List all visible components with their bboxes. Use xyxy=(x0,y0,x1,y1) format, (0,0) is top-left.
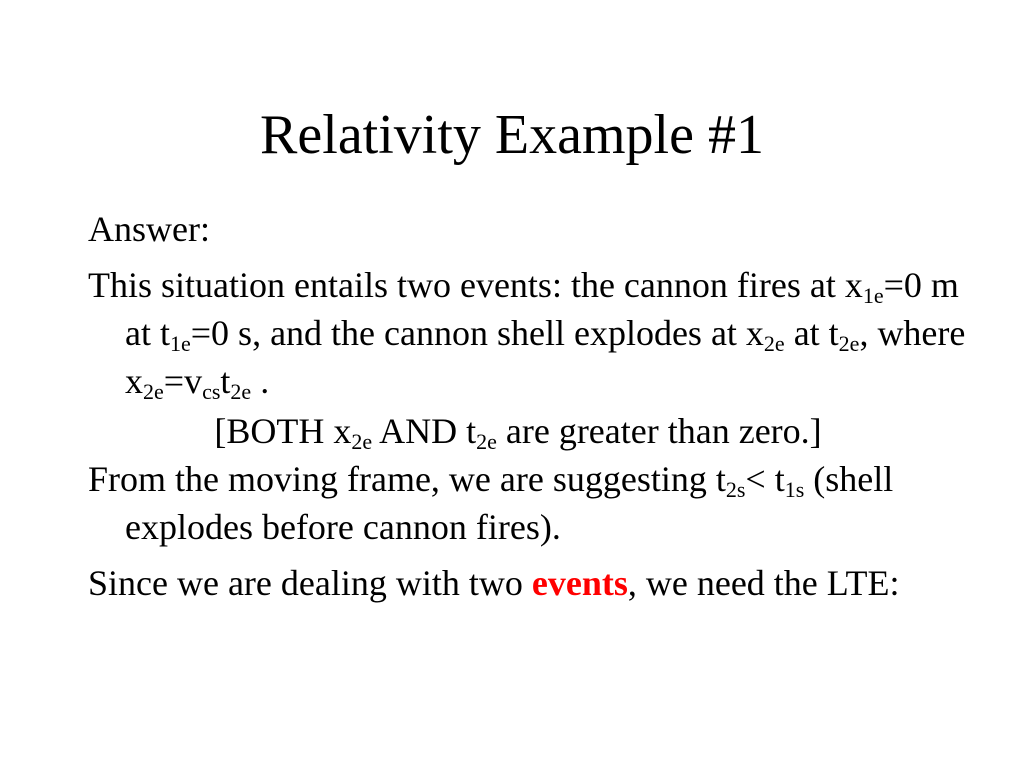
subscript: 2e xyxy=(476,429,497,454)
text-run: are greater than zero.] xyxy=(496,411,822,451)
answer-label: Answer: xyxy=(88,209,210,249)
subscript: 2e xyxy=(838,331,860,356)
both-greater-note xyxy=(88,407,968,455)
slide-title: Relativity Example #1 xyxy=(260,104,764,166)
text-run: < t xyxy=(745,459,785,499)
text-run: , where x xyxy=(125,313,966,401)
lte-paragraph xyxy=(88,559,968,607)
moving-frame-paragraph xyxy=(88,455,968,551)
subscript: 1s xyxy=(784,477,805,502)
subscript: 1e xyxy=(862,283,884,308)
events-emphasis: events xyxy=(531,563,628,603)
text-run: Since we are dealing with two xyxy=(88,563,532,603)
text-run: This situation entails two events: the cannon fires at x xyxy=(88,265,863,305)
slide-body xyxy=(88,205,968,607)
subscript: 2e xyxy=(230,379,252,404)
text-run: =0 s, and the cannon shell explodes at x xyxy=(190,313,764,353)
text-run: . xyxy=(251,361,270,401)
events-paragraph xyxy=(88,261,968,405)
text-run: From the moving frame, we are suggesting t xyxy=(88,459,726,499)
text-run: t xyxy=(220,361,231,401)
text-run: =0 m at t xyxy=(125,265,959,353)
subscript: cs xyxy=(202,379,221,404)
text-run: =v xyxy=(163,361,203,401)
subscript: 1e xyxy=(169,331,191,356)
text-run: , we need the LTE: xyxy=(627,563,900,603)
text-run: (shell explodes before cannon fires). xyxy=(125,459,894,547)
subscript: 2s xyxy=(725,477,746,502)
subscript: 2e xyxy=(763,331,785,356)
subscript: 2e xyxy=(143,379,164,404)
subscript: 2e xyxy=(351,429,373,454)
text-run: [BOTH x xyxy=(214,411,352,451)
text-run: at t xyxy=(784,313,839,353)
text-run: AND t xyxy=(372,411,477,451)
